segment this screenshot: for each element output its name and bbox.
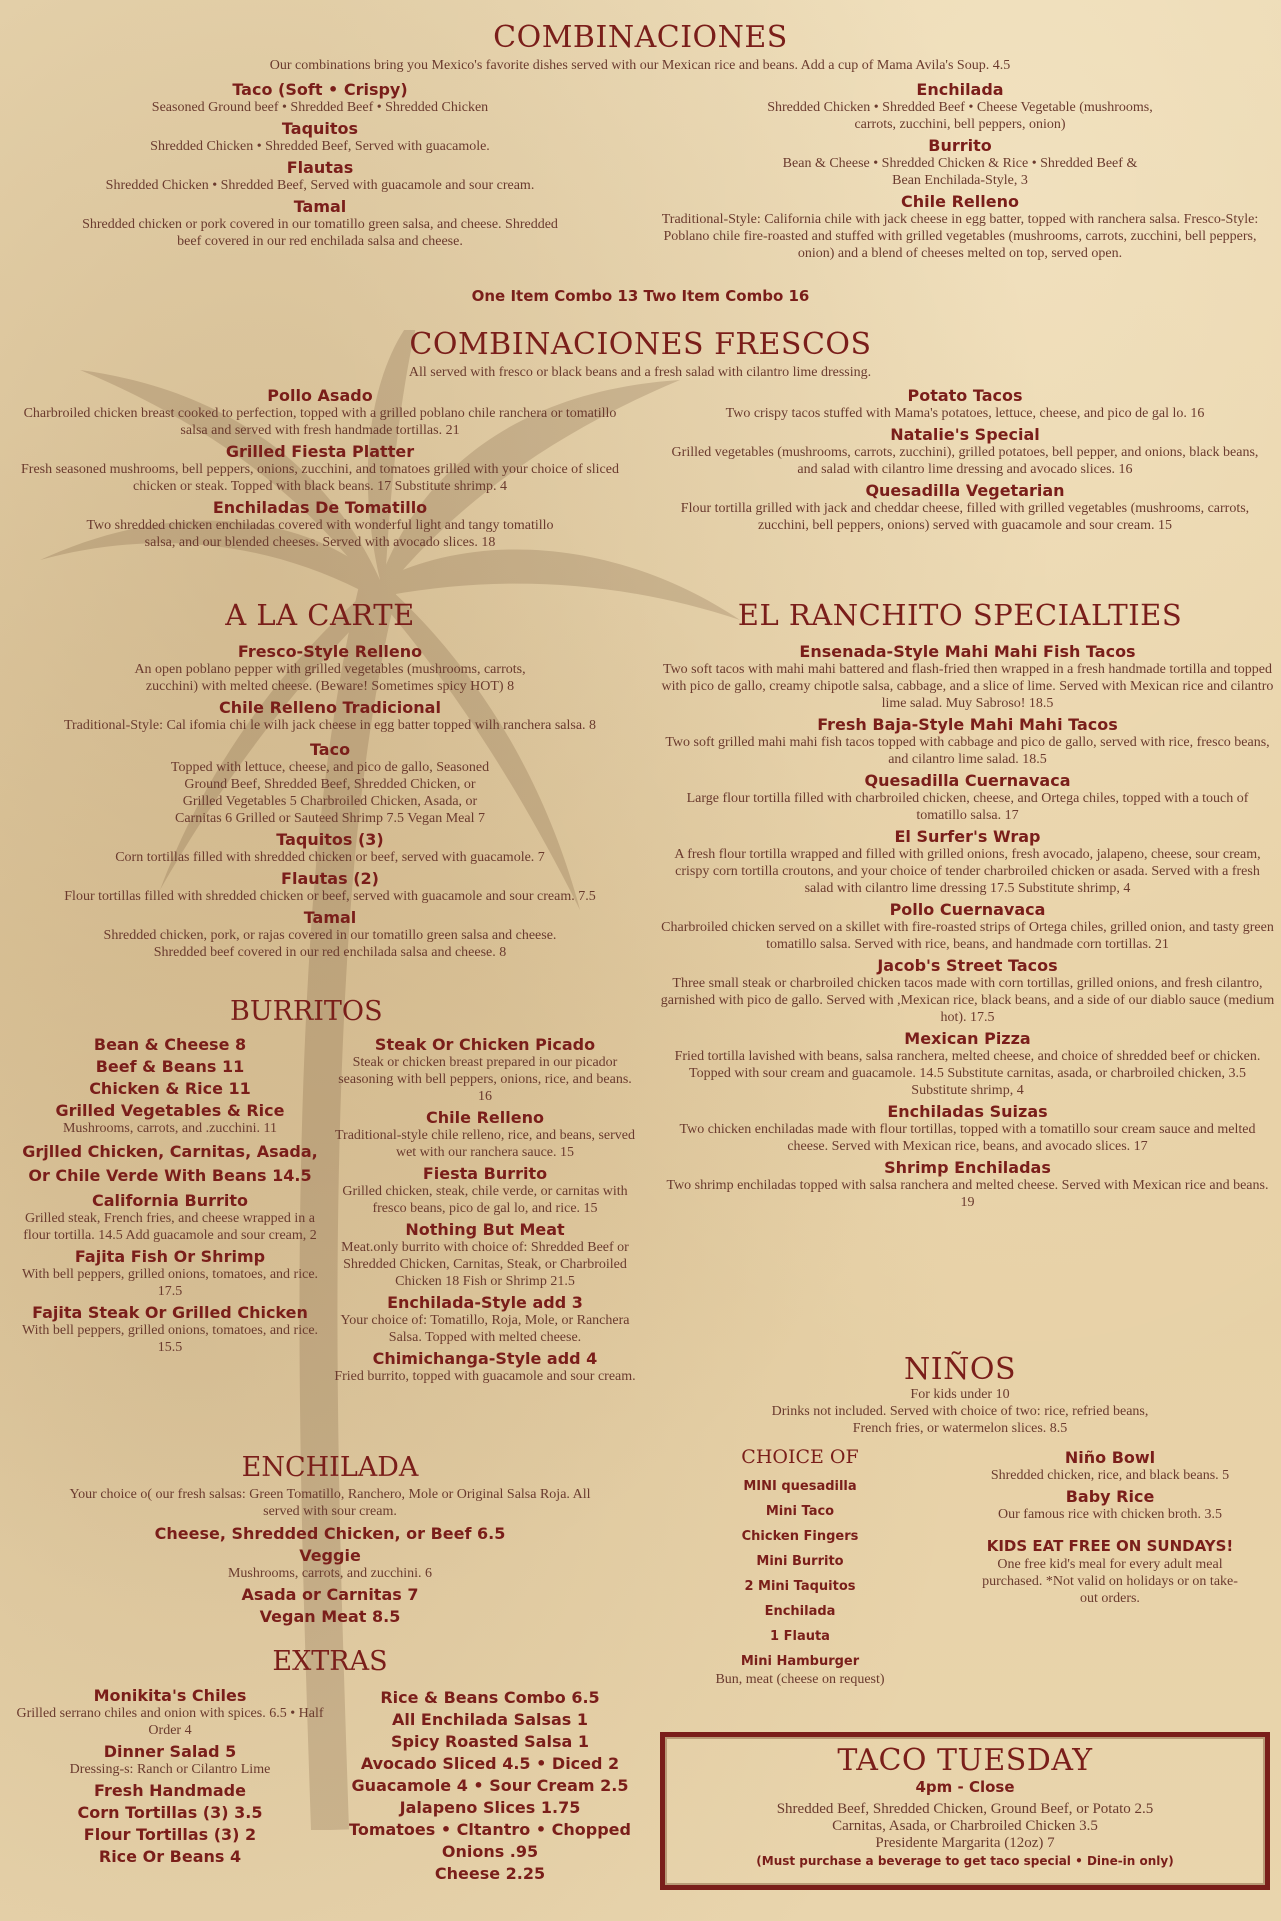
taco-tuesday-line1: Shredded Beef, Shredded Chicken, Ground Beef, or Potato 2.5 — [776, 1801, 1154, 1817]
taco-tuesday-line3: Presidente Margarita (12oz) 7 — [875, 1835, 1055, 1851]
item-name: Chile Relleno Tradicional — [219, 698, 441, 717]
menu-item — [330, 1035, 640, 1105]
extras-item: Rice & Beans Combo 6.5 — [380, 1688, 600, 1707]
item-desc: Two chicken enchiladas made with flour tortillas, topped with a tomatillo sour cream sauce and melted cheese. Served with Mexican rice, beans, and avocado slices. 17 — [679, 1122, 1256, 1154]
item-desc: Traditional-Style: Cal ifomia chi le wilh jack cheese in egg batter topped wilh ranchera salsa. 8 — [63, 718, 597, 733]
enchilada-intro: Your choice o( our fresh salsas: Green Tomatillo, Ranchero, Mole or Original Salsa Roja. All served with sour cream. — [69, 1487, 591, 1519]
menu-item — [20, 869, 640, 905]
item-name: Taco — [309, 740, 351, 759]
extras-item: Jalapeno Slices 1.75 — [399, 1798, 581, 1817]
item-name: Cheese, Shredded Chicken, or Beef 6.5 — [154, 1524, 506, 1543]
menu-item — [660, 481, 1270, 534]
item-desc: With bell peppers, grilled onions, tomatoes, and rice. 15.5 — [21, 1323, 319, 1355]
menu-item — [10, 1825, 330, 1844]
menu-item — [660, 956, 1275, 1026]
item-name: Veggie — [299, 1546, 361, 1565]
item-desc: Shredded Chicken • Shredded Beef, Served with guacamole. — [150, 139, 490, 154]
item-name: Burrito — [928, 136, 992, 155]
item-desc: Shredded chicken, pork, or rajas covered in our tomatillo green salsa and cheese. Shredded beef covered in our red enchilada salsa and cheese. 8 — [103, 928, 557, 960]
item-name: Natalie's Special — [890, 425, 1040, 444]
item-name: Chimichanga-Style add 4 — [372, 1349, 598, 1368]
menu-item — [660, 642, 1275, 712]
taco-tuesday-box — [660, 1732, 1270, 1890]
item-desc: Fresh seasoned mushrooms, bell peppers, onions, zucchini, and tomatoes grilled with your choice of sliced chicken or steak. Topped with black beans. 17 Substitute shrimp. 4 — [21, 462, 619, 494]
combinaciones-left-column — [20, 80, 620, 253]
item-name: Pollo Asado — [267, 386, 373, 405]
menu-item — [10, 1742, 330, 1778]
item-desc: Large flour tortilla filled with charbroiled chicken, cheese, and Ortega chiles, topped with a touch of tomatillo salsa. 17 — [686, 791, 1249, 823]
extras-item: Tomatoes • Cltantro • Chopped — [349, 1820, 631, 1839]
menu-item — [20, 80, 620, 116]
item-desc: Shredded Chicken • Shredded Beef • Cheese Vegetable (mushrooms, carrots, zucchini, bell peppers, onion) — [767, 100, 1153, 132]
item-name: Bean & Cheese 8 — [93, 1035, 247, 1054]
item-desc: Seasoned Ground beef • Shredded Beef • Shredded Chicken — [151, 100, 489, 115]
menu-item — [10, 1686, 330, 1739]
combinaciones-right-column — [660, 80, 1260, 265]
item-name: Quesadilla Vegetarian — [865, 481, 1065, 500]
item-name: Jacob's Street Tacos — [877, 956, 1058, 975]
item-desc: With bell peppers, grilled onions, tomatoes, and rice. 17.5 — [21, 1267, 319, 1299]
item-desc: Grilled serrano chiles and onion with spices. 6.5 • Half Order 4 — [16, 1706, 324, 1738]
menu-item — [10, 442, 630, 495]
menu-item — [10, 1847, 330, 1866]
item-name: Chile Relleno — [426, 1108, 544, 1127]
extras-item: Guacamole 4 • Sour Cream 2.5 — [351, 1776, 629, 1795]
extras-item: Onions .95 — [441, 1842, 539, 1861]
menu-item — [20, 740, 640, 827]
item-desc: Flour tortillas filled with shredded chicken or beef, served with guacamole and sour cream. 7.5 — [64, 889, 596, 904]
item-desc: Your choice of: Tomatillo, Roja, Mole, or Ranchera Salsa. Topped with melted cheese. — [340, 1313, 630, 1345]
item-desc: Meat.only burrito with choice of: Shredded Beef or Shredded Chicken, Carnitas, Steak, or Charbroiled Chicken 18 Fish or Shrimp 21.5 — [341, 1240, 629, 1289]
item-desc: Two crispy tacos stuffed with Mama's potatoes, lettuce, cheese, and pico de gal lo. 16 — [725, 406, 1205, 421]
item-desc: Shredded Chicken • Shredded Beef, Served with guacamole and sour cream. — [105, 178, 535, 193]
item-name: Corn Tortillas (3) 3.5 — [77, 1803, 263, 1822]
item-name: Enchiladas Suizas — [887, 1102, 1048, 1121]
extras-left-column — [10, 1686, 330, 1869]
menu-item — [15, 1101, 325, 1137]
extras-right-column — [340, 1688, 640, 1886]
burritos-left-column — [15, 1035, 325, 1359]
ninos-title: NIÑOS — [904, 1352, 1016, 1387]
item-desc: Two soft tacos with mahi mahi battered and flash-fried then wrapped in a fresh handmade tortilla and topped with pico de gallo, creamy chipotle salsa, cabbage, and a slice of lime. Served with Mexican rice and cilantro lime salad. Muy Sabroso! 18.5 — [661, 662, 1274, 711]
menu-item — [20, 908, 640, 961]
item-name: Baby Rice — [1065, 1487, 1155, 1506]
extras-title: EXTRAS — [272, 1646, 388, 1677]
alacarte-items — [20, 642, 640, 964]
taco-tuesday-title: TACO TUESDAY — [837, 1743, 1093, 1778]
menu-item — [20, 830, 640, 866]
item-desc: Corn tortillas filled with shredded chicken or beef, served with guacamole. 7 — [115, 850, 545, 865]
item-name: Shrimp Enchiladas — [884, 1158, 1051, 1177]
item-name: Vegan Meat 8.5 — [259, 1607, 401, 1626]
item-name: Tamal — [293, 197, 347, 216]
kids-choice: Enchilada — [764, 1604, 836, 1619]
item-name: Fresco-Style Relleno — [237, 642, 423, 661]
item-name: Quesadilla Cuernavaca — [864, 771, 1071, 790]
item-name: Fajita Fish Or Shrimp — [74, 1247, 266, 1266]
extras-item: Avocado Sliced 4.5 • Diced 2 — [360, 1754, 620, 1773]
menu-item — [20, 1585, 640, 1604]
menu-item — [660, 1158, 1275, 1211]
item-name: California Burrito — [91, 1191, 249, 1210]
kids-choice: Chicken Fingers — [741, 1529, 859, 1544]
item-desc: Two shrimp enchiladas topped with salsa ranchera and melted cheese. Served with Mexican rice and beans. 19 — [666, 1178, 1269, 1210]
menu-item — [330, 1164, 640, 1217]
combinaciones-title: COMBINACIONES — [493, 20, 788, 55]
menu-item — [330, 1108, 640, 1161]
enchilada-items — [20, 1524, 640, 1629]
item-name: Enchilada-Style add 3 — [387, 1293, 583, 1312]
item-desc: Charbroiled chicken served on a skillet with fire-roasted strips of Ortega chiles, grilled onion, and tasty green tomatillo salsa. Served with rice, beans, and handmade corn tortillas. 21 — [661, 920, 1274, 952]
menu-item — [660, 827, 1275, 897]
item-desc: Grilled steak, French fries, and cheese wrapped in a flour tortilla. 14.5 Add guacamole and sour cream, 2 — [23, 1211, 317, 1243]
menu-item — [15, 1247, 325, 1300]
item-name: Pollo Cuernavaca — [889, 900, 1046, 919]
item-name: Tamal — [303, 908, 357, 927]
item-desc: Two shredded chicken enchiladas covered with wonderful light and tangy tomatillo salsa, and our blended cheeses. Served with avocado slices. 18 — [86, 518, 554, 550]
menu-item — [20, 158, 620, 194]
frescos-intro: All served with fresco or black beans and a fresh salad with cilantro lime dressing. — [408, 365, 872, 380]
item-name: Beef & Beans 11 — [95, 1057, 245, 1076]
item-name: Flautas — [286, 158, 354, 177]
menu-item — [940, 1487, 1280, 1523]
item-name: Asada or Carnitas 7 — [241, 1585, 419, 1604]
kids-eat-free-title: KIDS EAT FREE ON SUNDAYS! — [986, 1537, 1234, 1555]
menu-item — [330, 1349, 640, 1385]
frescos-right-column — [660, 386, 1270, 537]
menu-item — [660, 900, 1275, 953]
menu-item — [10, 1781, 330, 1800]
item-name: Chicken & Rice 11 — [89, 1079, 251, 1098]
item-name: El Surfer's Wrap — [894, 827, 1041, 846]
item-desc: Grilled chicken, steak, chile verde, or carnitas with fresco beans, pico de gal lo, and rice. 15 — [342, 1184, 628, 1216]
kids-choice: MINI quesadilla — [743, 1479, 857, 1494]
menu-item — [660, 1102, 1275, 1155]
extras-item: All Enchilada Salsas 1 — [391, 1710, 589, 1729]
item-name: Taco (Soft • Crispy) — [232, 80, 408, 99]
menu-item — [20, 1607, 640, 1626]
item-desc: Shredded chicken or pork covered in our tomatillo green salsa, and cheese. Shredded beef covered in our red enchilada salsa and cheese. — [82, 217, 558, 249]
item-desc: Flour tortilla grilled with jack and cheddar cheese, filled with grilled vegetables (mushrooms, carrots, zucchini, bell peppers, onions) served with guacamole and sour cream. 15 — [680, 501, 1250, 533]
combinaciones-intro: Our combinations bring you Mexico's favorite dishes served with our Mexican rice and beans. Add a cup of Mama Avila's Soup. 4.5 — [269, 58, 1011, 73]
item-name: Fajita Steak Or Grilled Chicken — [32, 1303, 308, 1322]
frescos-left-column — [10, 386, 630, 554]
item-name: Fresh Handmade — [94, 1781, 246, 1800]
kids-eat-free-desc: One free kid's meal for every adult meal purchased. *Not valid on holidays or on take-out orders. — [982, 1557, 1238, 1606]
item-name: Potato Tacos — [907, 386, 1023, 405]
taco-tuesday-line2: Carnitas, Asada, or Charbroiled Chicken 3.5 — [832, 1818, 1098, 1834]
menu-item — [660, 715, 1275, 768]
menu-item — [10, 1803, 330, 1822]
item-desc: Traditional-style chile relleno, rice, and beans, served wet with our ranchera sauce. 15 — [335, 1128, 635, 1160]
menu-item — [20, 197, 620, 250]
menu-item — [660, 771, 1275, 824]
item-name: Steak Or Chicken Picado — [374, 1035, 596, 1054]
menu-item — [15, 1035, 325, 1054]
specialties-items — [660, 642, 1275, 1214]
item-name: Taquitos (3) — [276, 830, 384, 849]
kids-choice: Mini Hamburger — [740, 1654, 860, 1669]
item-desc: Fried tortilla lavished with beans, salsa ranchera, melted cheese, and choice of shredded beef or chicken. Topped with sour cream and guacamole. 14.5 Substitute carnitas, asada, or charbroiled chicken, 3.5 Substitute shrimp, 4 — [674, 1049, 1261, 1098]
taco-tuesday-note: (Must purchase a beverage to get taco special • Dine-in only) — [756, 1854, 1174, 1868]
specialties-title: EL RANCHITO SPECIALTIES — [737, 598, 1183, 632]
menu-item — [20, 1524, 640, 1543]
item-desc: A fresh flour tortilla wrapped and filled with grilled onions, fresh avocado, jalapeno, cheese, sour cream, crispy corn tortilla croutons, and your choice of tender charbroiled chicken or asada. Served with a fresh salad with cilantro lime dressing 17.5 Substitute shrimp, 4 — [674, 847, 1261, 896]
taco-tuesday-hours: 4pm - Close — [915, 1778, 1015, 1796]
menu-item — [660, 425, 1270, 478]
item-name: Grilled Vegetables & Rice — [55, 1101, 285, 1120]
item-desc: Dressing-s: Ranch or Cilantro Lime — [69, 1762, 271, 1777]
item-name: Grilled Fiesta Platter — [225, 442, 415, 461]
item-desc: Fried burrito, topped with guacamole and sour cream. — [334, 1369, 636, 1384]
item-desc: An open poblano pepper with grilled vegetables (mushrooms, carrots, zucchini) with melted cheese. (Beware! Sometimes spicy HOT) 8 — [134, 662, 526, 694]
item-name: Ensenada-Style Mahi Mahi Fish Tacos — [799, 642, 1136, 661]
item-name: Chile Relleno — [901, 192, 1019, 211]
item-desc: Mushrooms, carrots, and .zucchini. 11 — [62, 1121, 278, 1136]
menu-item — [15, 1079, 325, 1098]
item-name: Flautas (2) — [281, 869, 379, 888]
item-desc: Steak or chicken breast prepared in our picador seasoning with bell peppers, onions, rice, and beans. 16 — [338, 1055, 632, 1104]
item-name: Enchilada — [916, 80, 1004, 99]
menu-item — [660, 1029, 1275, 1099]
item-desc: Traditional-Style: California chile with jack cheese in egg batter, topped with ranchera salsa. Fresco-Style: Poblano chile fire-roasted and stuffed with grilled vegetables (mushrooms, carrots, zucchini, bell peppers, onion) and a blend of cheeses melted on top, served open. — [661, 212, 1259, 261]
item-name: Dinner Salad 5 — [103, 1742, 237, 1761]
menu-item — [330, 1293, 640, 1346]
hamburger-note: Bun, meat (cheese on request) — [715, 1672, 885, 1687]
alacarte-title: A LA CARTE — [225, 598, 415, 632]
item-desc: Shredded chicken, rice, and black beans. 5 — [990, 1468, 1230, 1483]
item-name: Grjlled Chicken, Carnitas, Asada, Or Chile Verde With Beans 14.5 — [22, 1142, 318, 1185]
menu-item — [660, 136, 1260, 189]
item-name: Mexican Pizza — [904, 1029, 1031, 1048]
item-desc: Topped with lettuce, cheese, and pico de gallo, Seasoned Ground Beef, Shredded Beef, Shredded Chicken, or Grilled Vegetables 5 Charbroiled Chicken, Asada, or Carnitas 6 Grilled or Sauteed Shrimp 7.5 Vegan Meal 7 — [170, 760, 490, 826]
ninos-right-column — [940, 1448, 1280, 1607]
menu-item — [15, 1191, 325, 1244]
extras-item: Spicy Roasted Salsa 1 — [391, 1732, 589, 1751]
menu-item — [660, 80, 1260, 133]
menu-item — [20, 1546, 640, 1582]
menu-item — [660, 386, 1270, 422]
item-name: Monikita's Chiles — [93, 1686, 247, 1705]
menu-item — [15, 1140, 325, 1188]
item-name: Rice Or Beans 4 — [98, 1847, 242, 1866]
enchilada-title: ENCHILADA — [241, 1452, 419, 1483]
menu-item — [20, 119, 620, 155]
item-name: Fresh Baja-Style Mahi Mahi Tacos — [817, 715, 1118, 734]
choice-of-title: CHOICE OF — [741, 1446, 859, 1468]
item-desc: Mushrooms, carrots, and zucchini. 6 — [227, 1566, 433, 1581]
menu-item — [940, 1448, 1280, 1484]
kids-choice: Mini Taco — [765, 1504, 835, 1519]
burritos-right-column — [330, 1035, 640, 1388]
ninos-age-note: For kids under 10 — [910, 1387, 1010, 1402]
kids-choice: 1 Flauta — [770, 1629, 830, 1644]
menu-item — [330, 1220, 640, 1290]
item-desc: Charbroiled chicken breast cooked to perfection, topped with a grilled poblano chile ranchera or tomatillo salsa and served with fresh handmade tortillas. 21 — [23, 406, 617, 438]
item-name: Nothing But Meat — [405, 1220, 565, 1239]
ninos-choice-column — [690, 1446, 910, 1688]
item-desc: Grilled vegetables (mushrooms, carrots, zucchini), grilled potatoes, bell pepper, and onions, black beans, and salad with cilantro lime dressing and avocado slices. 16 — [671, 445, 1259, 477]
ninos-intro: Drinks not included. Served with choice of two: rice, refried beans, French fries, or watermelon slices. 8.5 — [771, 1404, 1149, 1436]
item-desc: Bean & Cheese • Shredded Chicken & Rice • Shredded Beef & Bean Enchilada-Style, 3 — [782, 156, 1138, 188]
item-desc: Our famous rice with chicken broth. 3.5 — [998, 1507, 1222, 1522]
frescos-title: COMBINACIONES FRESCOS — [409, 327, 872, 362]
menu-item — [20, 698, 640, 734]
burritos-title: BURRITOS — [230, 996, 383, 1027]
item-name: Fiesta Burrito — [422, 1164, 548, 1183]
menu-item — [10, 498, 630, 551]
item-name: Enchiladas De Tomatillo — [212, 498, 428, 517]
item-name: Flour Tortillas (3) 2 — [83, 1825, 257, 1844]
item-desc: Two soft grilled mahi mahi fish tacos topped with cabbage and pico de gallo, served with rice, fresco beans, and cilantro lime salad. 18.5 — [665, 735, 1270, 767]
menu-item — [20, 642, 640, 695]
combo-prices: One Item Combo 13 Two Item Combo 16 — [471, 287, 810, 305]
menu-item — [10, 386, 630, 439]
menu-item — [660, 192, 1260, 262]
kids-choice: Mini Burrito — [756, 1554, 844, 1569]
item-desc: Three small steak or charbroiled chicken tacos made with corn tortillas, grilled onions, and fresh cilantro, garnished with pico de gallo. Served with ,Mexican rice, black beans, and a side of our diablo sauce (medium hot). 17.5 — [660, 976, 1275, 1025]
menu-item — [15, 1303, 325, 1356]
extras-item: Cheese 2.25 — [434, 1864, 546, 1883]
kids-choice: 2 Mini Taquitos — [744, 1579, 856, 1594]
item-name: Taquitos — [281, 119, 359, 138]
item-name: Niño Bowl — [1064, 1448, 1156, 1467]
menu-item — [15, 1057, 325, 1076]
